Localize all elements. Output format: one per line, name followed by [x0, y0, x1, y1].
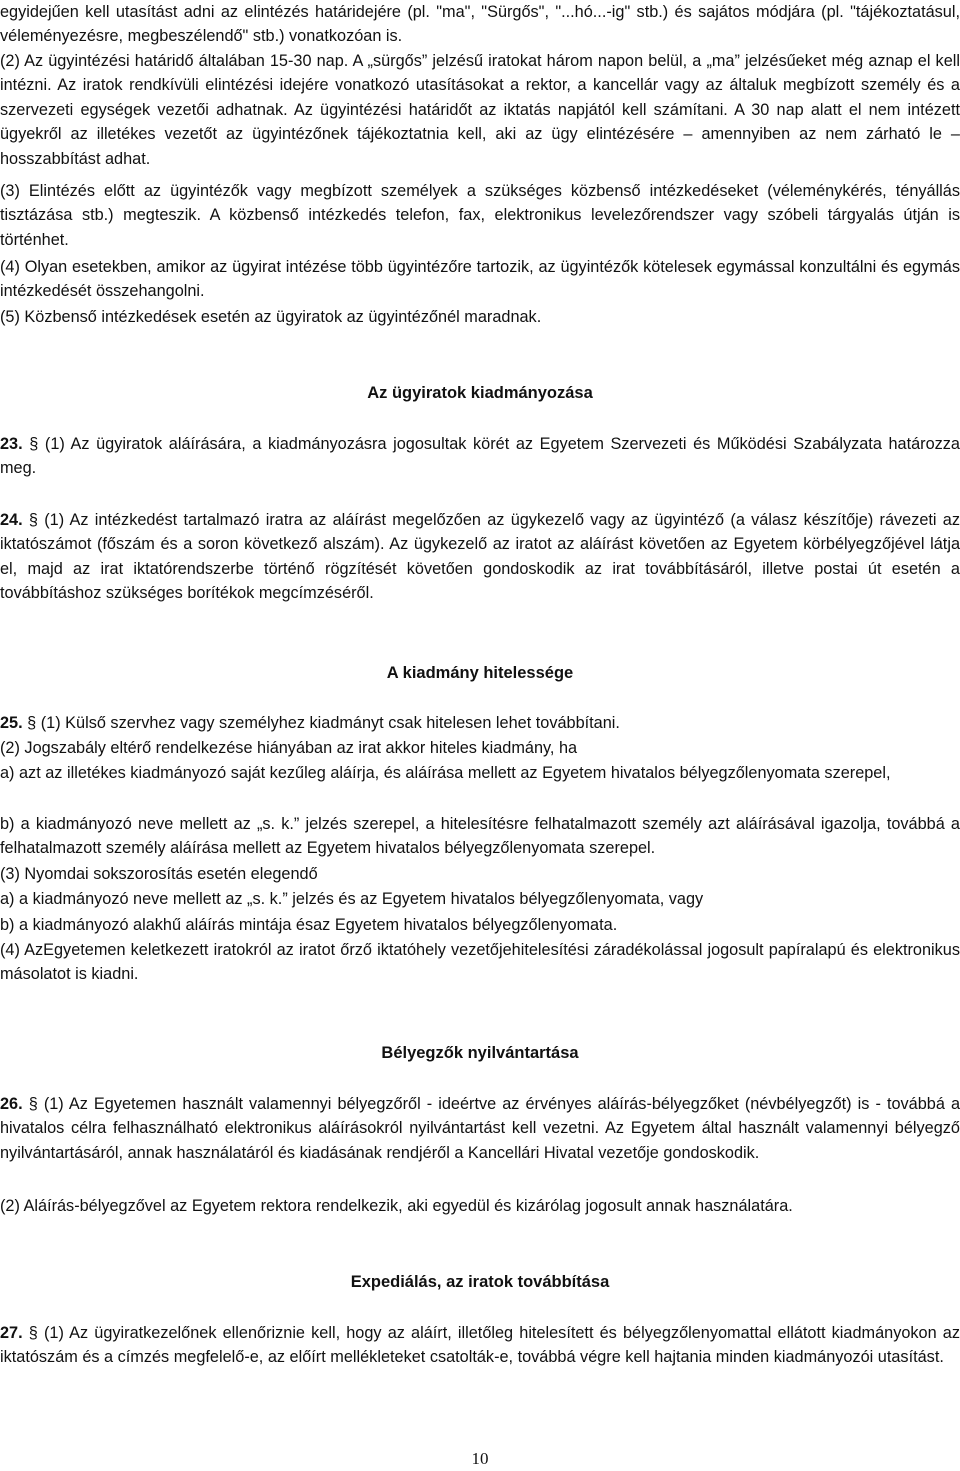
section-number: 23. [0, 435, 23, 453]
section-number: 24. [0, 511, 23, 529]
section-text: (1) Az ügyiratkezelőnek ellenőriznie kell, hogy az aláírt, illetőleg hitelesített és bélyegzőlenyomattal ellátott kiadmányokon az iktatószám és a címzés megfelelő-e, az előírt mellékleteket csatolták-e, továbbá végre kell hajtania minden kiadmányozói utasítást. [0, 1324, 960, 1367]
paragraph-4: (4) Olyan esetekben, amikor az ügyirat intézése több ügyintézőre tartozik, az ügyintézők kötelesek egymással konzultálni és egymás intézkedését összehangolni. [0, 258, 960, 301]
section-25-item-2: (2) Jogszabály eltérő rendelkezése hiányában az irat akkor hiteles kiadmány, ha [0, 739, 578, 757]
section-heading-belyegzok: Bélyegzők nyilvántartása [381, 1044, 579, 1062]
paragraph-5: (5) Közbenső intézkedések esetén az ügyiratok az ügyintézőnél maradnak. [0, 308, 542, 326]
section-23 [0, 432, 960, 481]
section-26-item-2: (2) Aláírás-bélyegzővel az Egyetem rektora rendelkezik, aki egyedül és kizárólag jogosult annak használatára. [0, 1197, 793, 1215]
section-text: (1) Az Egyetemen használt valamennyi bélyegzőről - ideértve az érvényes aláírás-bélyegzőket (névbélyegzőt) is - továbbá a hivatalos célra felhasználható elektronikus aláírásokról nyilvántartást kell vezetni. Az Egyetem által használt valamennyi bélyegző nyilvántartásáról, annak használatáról és kiadásának rendjéről a Kancellári Hivatal vezetője gondoskodik. [0, 1095, 960, 1162]
section-24 [0, 508, 960, 606]
section-25-item-3: (3) Nyomdai sokszorosítás esetén elegendő [0, 865, 318, 883]
section-heading-kiadmanyozas: Az ügyiratok kiadmányozása [367, 384, 593, 402]
section-25 [0, 711, 960, 735]
section-25-item-3a: a) a kiadmányozó neve mellett az „s. k.” jelzés és az Egyetem hivatalos bélyegzőlenyomata, vagy [0, 890, 704, 908]
paragraph-2: (2) Az ügyintézési határidő általában 15-30 nap. A „sürgős” jelzésű iratokat három napon belül, a „ma” jelzésűeket még aznap el kell intézni. Az iratok rendkívüli elintézési idejére vonatkozó utasításokat a rektor, a kancellár vagy az általuk megbízott személy és a szervezeti egységek vezetői adhatnak. Az ügyintézési határidőt az iktatás napjától kell számítani. A 30 nap alatt el nem intézett ügyekről az illetékes vezetőt az ügyintézőnek tájékoztatnia kell, aki az ügy elintézésére – amennyiben az nem zárható le – hosszabbítást adhat. [0, 52, 960, 168]
paragraph-intro: egyidejűen kell utasítást adni az elintézés határidejére (pl. "ma", "Sürgős", "...hó...-ig" stb.) és sajátos módjára (pl. "tájékoztatásul, véleményezésre, megbeszélendő" stb.) vonatkozóan is. [0, 3, 960, 46]
section-25-item-b: b) a kiadmányozó neve mellett az „s. k.” jelzés szerepel, a hitelesítésre felhatalmazott személy azt aláírásával igazolja, továbbá a felhatalmazott személy aláírása mellett az Egyetem hivatalos bélyegzőlenyomata szerepel. [0, 815, 960, 858]
section-number: 26. [0, 1095, 23, 1113]
section-heading-hitelesseg: A kiadmány hitelessége [386, 664, 574, 682]
section-sign: § [28, 511, 38, 529]
section-text: (1) Külső szervhez vagy személyhez kiadmányt csak hitelesen lehet továbbítani. [36, 714, 620, 732]
section-sign: § [29, 435, 39, 453]
section-27 [0, 1321, 960, 1370]
section-heading-expedialas: Expediálás, az iratok továbbítása [350, 1273, 610, 1291]
section-25-item-a: a) azt az illetékes kiadmányozó saját kezűleg aláírja, és aláírása mellett az Egyetem hivatalos bélyegzőlenyomata szerepel, [0, 764, 891, 782]
section-25-item-4: (4) AzEgyetemen keletkezett iratokról az iratot őrző iktatóhely vezetőjehitelesítési záradékolással jogosult papíralapú és elektronikus másolatot is kiadni. [0, 941, 960, 984]
section-number: 27. [0, 1324, 23, 1342]
paragraph-3: (3) Elintézés előtt az ügyintézők vagy megbízott személyek a szükséges közbenső intézkedéseket (véleménykérés, tényállás tisztázása stb.) megteszik. A közbenső intézkedés telefon, fax, elektronikus levelezőrendszer vagy szóbeli tárgyalás útján is történhet. [0, 182, 960, 249]
section-26 [0, 1092, 960, 1165]
section-number: 25. [0, 714, 23, 732]
section-text: (1) Az intézkedést tartalmazó iratra az aláírást megelőzően az ügykezelő vagy az ügyintéző (a válasz készítője) rávezeti az iktatószámot (főszám és a soron következő alszám). Az ügykezelő az iratot az aláírást követően az Egyetem körbélyegzőjével látja el, majd az irat iktatórendszerbe történő rögzítését követően gondoskodik az irat továbbításáról, illetve postai út esetén a továbbításhoz szükséges borítékok megcímzéséről. [0, 511, 960, 603]
section-25-item-3b: b) a kiadmányozó alakhű aláírás mintája ésaz Egyetem hivatalos bélyegzőlenyomata. [0, 916, 618, 934]
section-text: (1) Az ügyiratok aláírására, a kiadmányozásra jogosultak körét az Egyetem Szervezeti és Működési Szabályzata határozza meg. [0, 435, 960, 478]
section-sign: § [27, 714, 37, 732]
section-sign: § [28, 1324, 38, 1342]
section-sign: § [28, 1095, 38, 1113]
page-number: 10 [471, 1449, 489, 1468]
